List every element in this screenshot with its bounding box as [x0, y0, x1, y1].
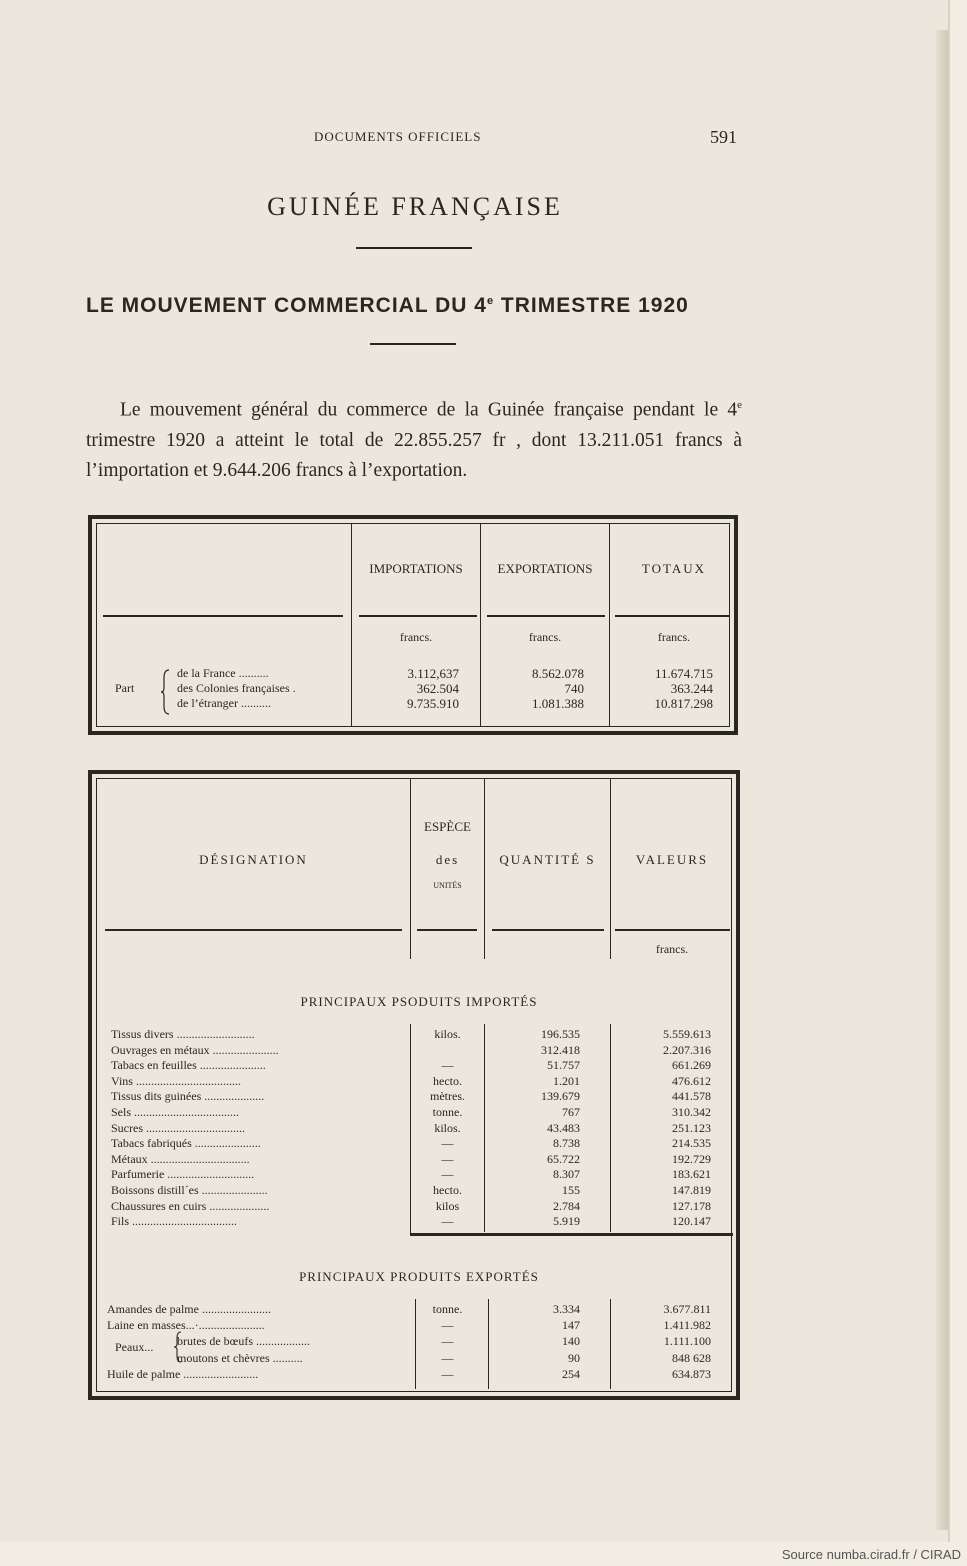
title-rule [356, 247, 472, 249]
product-quantity: 8.307 [553, 1167, 580, 1182]
product-value: 3.677.811 [663, 1302, 711, 1316]
product-quantity: 312.418 [541, 1042, 580, 1057]
header-exportations: EXPORTATIONS [497, 561, 593, 576]
product-name: Tabacs fabriqués ...................... [111, 1136, 261, 1151]
page-edge [936, 30, 948, 1530]
product-name: brutes de bœufs .................. [177, 1334, 310, 1349]
header-unites: UNITÉS [433, 881, 462, 890]
product-quantity: 196.535 [541, 1027, 580, 1041]
product-quantity: 767 [562, 1105, 580, 1119]
product-unit: — [441, 1318, 454, 1333]
brace-icon [161, 668, 171, 716]
running-title: DOCUMENTS OFFICIELS [314, 129, 482, 144]
product-unit: tonne. [432, 1302, 463, 1316]
france-imp: 3.112,637 [407, 666, 459, 681]
product-unit: — [441, 1151, 454, 1166]
colonies-imp: 362.504 [416, 681, 459, 696]
product-value: 147.819 [672, 1183, 711, 1197]
source-credit: Source numba.cirad.fr / CIRAD [781, 1547, 961, 1562]
header-quantites: QUANTITÉ S [499, 852, 596, 867]
etranger-imp: 9.735.910 [407, 696, 459, 711]
header-espece: ESPÈCE [424, 819, 471, 834]
product-unit: hecto. [433, 1073, 462, 1088]
product-quantity: 51.757 [547, 1058, 580, 1073]
product-quantity: 1.201 [553, 1073, 580, 1088]
product-value: 1.411.982 [663, 1318, 711, 1333]
product-quantity: 5.919 [553, 1214, 580, 1229]
product-value: 251.123 [672, 1120, 711, 1135]
page-title: GUINÉE FRANÇAISE [267, 192, 563, 221]
product-value: 192.729 [672, 1151, 711, 1166]
product-quantity: 43.483 [547, 1120, 580, 1135]
unit-exportations: francs. [528, 630, 562, 644]
product-unit: — [441, 1350, 454, 1365]
product-name: Métaux ................................. [111, 1151, 250, 1166]
imports-section-title: PRINCIPAUX PSODUITS IMPORTÉS [300, 994, 538, 1009]
product-name: Huile de palme ......................... [107, 1366, 259, 1381]
product-unit: kilos [435, 1198, 460, 1213]
part-label: Part [115, 681, 135, 695]
article-subtitle: LE MOUVEMENT COMMERCIAL DU 4e TRIMESTRE 1920 [86, 294, 689, 317]
products-table [88, 770, 740, 1400]
etranger-tot: 10.817.298 [654, 696, 713, 711]
product-value: 5.559.613 [663, 1027, 711, 1041]
product-value: 1.111.100 [663, 1334, 711, 1349]
product-unit: — [441, 1366, 454, 1381]
etranger-exp: 1.081.388 [532, 696, 584, 711]
product-unit: — [441, 1136, 454, 1151]
product-unit: kilos. [434, 1027, 461, 1041]
product-quantity: 8.738 [553, 1136, 580, 1151]
row-label-france: de la France .......... [177, 666, 269, 680]
product-unit: hecto. [433, 1183, 462, 1197]
product-name: Tissus dits guinées .................... [111, 1089, 265, 1104]
product-name: Chaussures en cuirs .................... [111, 1198, 270, 1213]
product-quantity: 140 [562, 1334, 580, 1349]
product-unit: mètres. [430, 1089, 465, 1104]
product-name: Sels ................................... [111, 1105, 240, 1119]
header-valeurs: VALEURS [635, 852, 709, 867]
france-tot: 11.674.715 [654, 666, 713, 681]
product-name: Vins ................................... [111, 1073, 241, 1088]
product-unit: — [441, 1214, 454, 1229]
product-name: Amandes de palme ....................... [107, 1302, 271, 1316]
page-number: 591 [710, 127, 737, 147]
product-value: 441.578 [672, 1089, 711, 1104]
product-value: 120.147 [672, 1214, 711, 1229]
header-designation: DÉSIGNATION [199, 852, 308, 867]
product-name: Parfumerie ............................. [111, 1167, 255, 1182]
colonies-tot: 363.244 [670, 681, 713, 696]
product-unit: — [441, 1058, 454, 1073]
product-name: Fils ................................... [111, 1214, 238, 1229]
product-value: 127.178 [672, 1198, 711, 1213]
product-value: 183.621 [672, 1167, 711, 1182]
colonies-exp: 740 [564, 681, 584, 696]
intro-paragraph: Le mouvement général du commerce de la Guinée française pendant le 4e trimestre 1920 a atteint le total de 22.855.257 fr , dont 13.211.051 francs à l’importation et 9.644.206 francs à l’exportation. [86, 399, 742, 481]
unit-totaux: francs. [657, 630, 691, 644]
product-unit: — [441, 1334, 454, 1349]
header-importations: IMPORTATIONS [369, 561, 463, 576]
product-quantity: 254 [562, 1366, 580, 1381]
product-name: Tissus divers .......................... [111, 1027, 255, 1041]
product-value: 2.207.316 [663, 1042, 711, 1057]
row-label-etranger: de l’étranger .......... [177, 696, 271, 710]
product-name: Boissons distill´es ...................... [111, 1183, 268, 1197]
product-unit: kilos. [434, 1120, 461, 1135]
product-quantity: 139.679 [541, 1089, 580, 1104]
product-value: 214.535 [672, 1136, 711, 1151]
subtitle-rule [370, 343, 456, 345]
product-name: Tabacs en feuilles ...................... [111, 1058, 266, 1073]
product-unit: tonne. [432, 1105, 463, 1119]
france-exp: 8.562.078 [532, 666, 584, 681]
summary-table [88, 515, 738, 735]
product-unit: — [441, 1167, 454, 1182]
product-value: 634.873 [672, 1366, 711, 1381]
product-name: moutons et chèvres .......... [177, 1350, 303, 1365]
unit-valeurs: francs. [655, 942, 689, 956]
product-quantity: 147 [562, 1318, 580, 1333]
exports-section-title: PRINCIPAUX PRODUITS EXPORTÉS [299, 1269, 539, 1284]
product-name: Ouvrages en métaux ...................... [111, 1042, 279, 1057]
peaux-label: Peaux... [115, 1340, 154, 1354]
product-value: 848 628 [672, 1350, 711, 1365]
product-value: 310.342 [672, 1105, 711, 1119]
header-des: des [435, 852, 460, 867]
row-label-colonies: des Colonies françaises . [177, 681, 296, 695]
product-quantity: 90 [568, 1350, 580, 1365]
product-name: Laine en masses...·...................... [107, 1318, 265, 1333]
product-quantity: 3.334 [553, 1302, 580, 1316]
product-value: 476.612 [672, 1073, 711, 1088]
product-quantity: 65.722 [547, 1151, 580, 1166]
header-totaux: TOTAUX [641, 561, 707, 576]
product-value: 661.269 [672, 1058, 711, 1073]
product-quantity: 2.784 [553, 1198, 580, 1213]
product-name: Sucres ................................. [111, 1120, 245, 1135]
unit-importations: francs. [399, 630, 433, 644]
product-quantity: 155 [562, 1183, 580, 1197]
